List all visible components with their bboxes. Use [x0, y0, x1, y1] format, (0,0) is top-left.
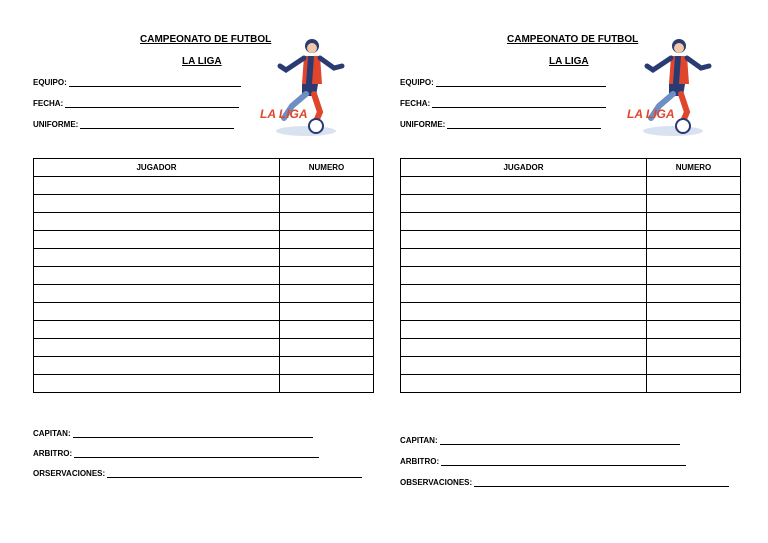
number-cell[interactable] [647, 267, 741, 285]
captain-field[interactable] [33, 429, 313, 438]
table-row [401, 357, 741, 375]
number-cell[interactable] [280, 231, 374, 249]
form-sheet-right [367, 0, 751, 543]
table-row [401, 303, 741, 321]
table-row [34, 375, 374, 393]
number-column-header: NUMERO [280, 159, 374, 177]
player-cell[interactable] [34, 213, 280, 231]
number-cell[interactable] [647, 195, 741, 213]
player-cell[interactable] [401, 357, 647, 375]
player-cell[interactable] [401, 321, 647, 339]
soccer-player-icon [256, 36, 348, 138]
player-cell[interactable] [34, 339, 280, 357]
observations-line [474, 478, 729, 487]
uniform-field[interactable] [33, 120, 234, 129]
table-header-row [34, 159, 374, 177]
date-field[interactable] [33, 99, 239, 108]
table-row [34, 195, 374, 213]
uniform-line [80, 120, 234, 129]
table-row [401, 285, 741, 303]
table-row [401, 375, 741, 393]
observations-label: ORSERVACIONES: [33, 469, 106, 478]
captain-line [73, 429, 313, 438]
number-cell[interactable] [280, 213, 374, 231]
date-field[interactable] [400, 99, 606, 108]
table-row [34, 267, 374, 285]
form-subtitle: LA LIGA [549, 56, 589, 67]
player-cell[interactable] [401, 303, 647, 321]
referee-field[interactable] [33, 449, 319, 458]
referee-line [441, 457, 686, 466]
team-label: EQUIPO: [400, 78, 434, 87]
table-row [34, 177, 374, 195]
team-field[interactable] [400, 78, 606, 87]
logo-text: LA LIGA [627, 107, 675, 121]
player-column-header: JUGADOR [34, 159, 280, 177]
player-cell[interactable] [34, 357, 280, 375]
table-header-row [401, 159, 741, 177]
number-cell[interactable] [280, 195, 374, 213]
player-cell[interactable] [34, 321, 280, 339]
player-cell[interactable] [34, 249, 280, 267]
number-cell[interactable] [647, 357, 741, 375]
table-row [401, 231, 741, 249]
uniform-label: UNIFORME: [33, 120, 79, 129]
player-cell[interactable] [401, 285, 647, 303]
date-label: FECHA: [400, 99, 431, 108]
player-cell[interactable] [34, 285, 280, 303]
roster-table [33, 158, 374, 393]
date-line [432, 99, 606, 108]
form-title: CAMPEONATO DE FUTBOL [140, 34, 272, 45]
date-line [65, 99, 239, 108]
observations-field[interactable] [400, 478, 729, 487]
captain-field[interactable] [400, 436, 680, 445]
number-cell[interactable] [647, 213, 741, 231]
number-cell[interactable] [647, 339, 741, 357]
number-cell[interactable] [280, 321, 374, 339]
team-field[interactable] [33, 78, 241, 87]
observations-label: OBSERVACIONES: [400, 478, 473, 487]
number-cell[interactable] [647, 303, 741, 321]
table-row [401, 339, 741, 357]
uniform-field[interactable] [400, 120, 601, 129]
table-row [34, 249, 374, 267]
number-cell[interactable] [280, 357, 374, 375]
player-cell[interactable] [401, 267, 647, 285]
table-row [34, 321, 374, 339]
table-row [401, 249, 741, 267]
captain-label: CAPITAN: [33, 429, 71, 438]
table-row [401, 213, 741, 231]
player-cell[interactable] [34, 195, 280, 213]
player-cell[interactable] [34, 177, 280, 195]
number-cell[interactable] [647, 231, 741, 249]
form-subtitle: LA LIGA [182, 56, 222, 67]
number-cell[interactable] [280, 267, 374, 285]
referee-field[interactable] [400, 457, 686, 466]
number-cell[interactable] [280, 285, 374, 303]
table-row [34, 213, 374, 231]
number-cell[interactable] [647, 321, 741, 339]
player-cell[interactable] [401, 249, 647, 267]
uniform-line [447, 120, 601, 129]
number-cell[interactable] [647, 375, 741, 393]
player-cell[interactable] [401, 213, 647, 231]
player-cell[interactable] [34, 231, 280, 249]
table-row [34, 303, 374, 321]
player-cell[interactable] [401, 339, 647, 357]
table-row [401, 267, 741, 285]
number-cell[interactable] [280, 249, 374, 267]
logo-text: LA LIGA [260, 107, 308, 121]
number-cell[interactable] [647, 285, 741, 303]
table-row [34, 285, 374, 303]
number-cell[interactable] [280, 177, 374, 195]
player-cell[interactable] [401, 375, 647, 393]
player-column-header: JUGADOR [401, 159, 647, 177]
referee-label: ARBITRO: [33, 449, 73, 458]
table-row [401, 321, 741, 339]
player-cell[interactable] [401, 231, 647, 249]
number-cell[interactable] [280, 339, 374, 357]
referee-line [74, 449, 319, 458]
date-label: FECHA: [33, 99, 64, 108]
number-column-header: NUMERO [647, 159, 741, 177]
number-cell[interactable] [647, 177, 741, 195]
table-row [34, 357, 374, 375]
number-cell[interactable] [280, 303, 374, 321]
roster-table [400, 158, 741, 393]
player-cell[interactable] [34, 303, 280, 321]
player-cell[interactable] [401, 177, 647, 195]
number-cell[interactable] [647, 249, 741, 267]
uniform-label: UNIFORME: [400, 120, 446, 129]
number-cell[interactable] [280, 375, 374, 393]
table-row [34, 231, 374, 249]
team-line [69, 78, 241, 87]
team-line [436, 78, 606, 87]
observations-field[interactable] [33, 469, 362, 478]
captain-line [440, 436, 680, 445]
soccer-player-icon [623, 36, 715, 138]
table-row [401, 177, 741, 195]
team-label: EQUIPO: [33, 78, 67, 87]
form-title: CAMPEONATO DE FUTBOL [507, 34, 639, 45]
captain-label: CAPITAN: [400, 436, 438, 445]
player-cell[interactable] [401, 195, 647, 213]
player-cell[interactable] [34, 375, 280, 393]
table-row [401, 195, 741, 213]
observations-line [107, 469, 362, 478]
table-row [34, 339, 374, 357]
referee-label: ARBITRO: [400, 457, 440, 466]
player-cell[interactable] [34, 267, 280, 285]
